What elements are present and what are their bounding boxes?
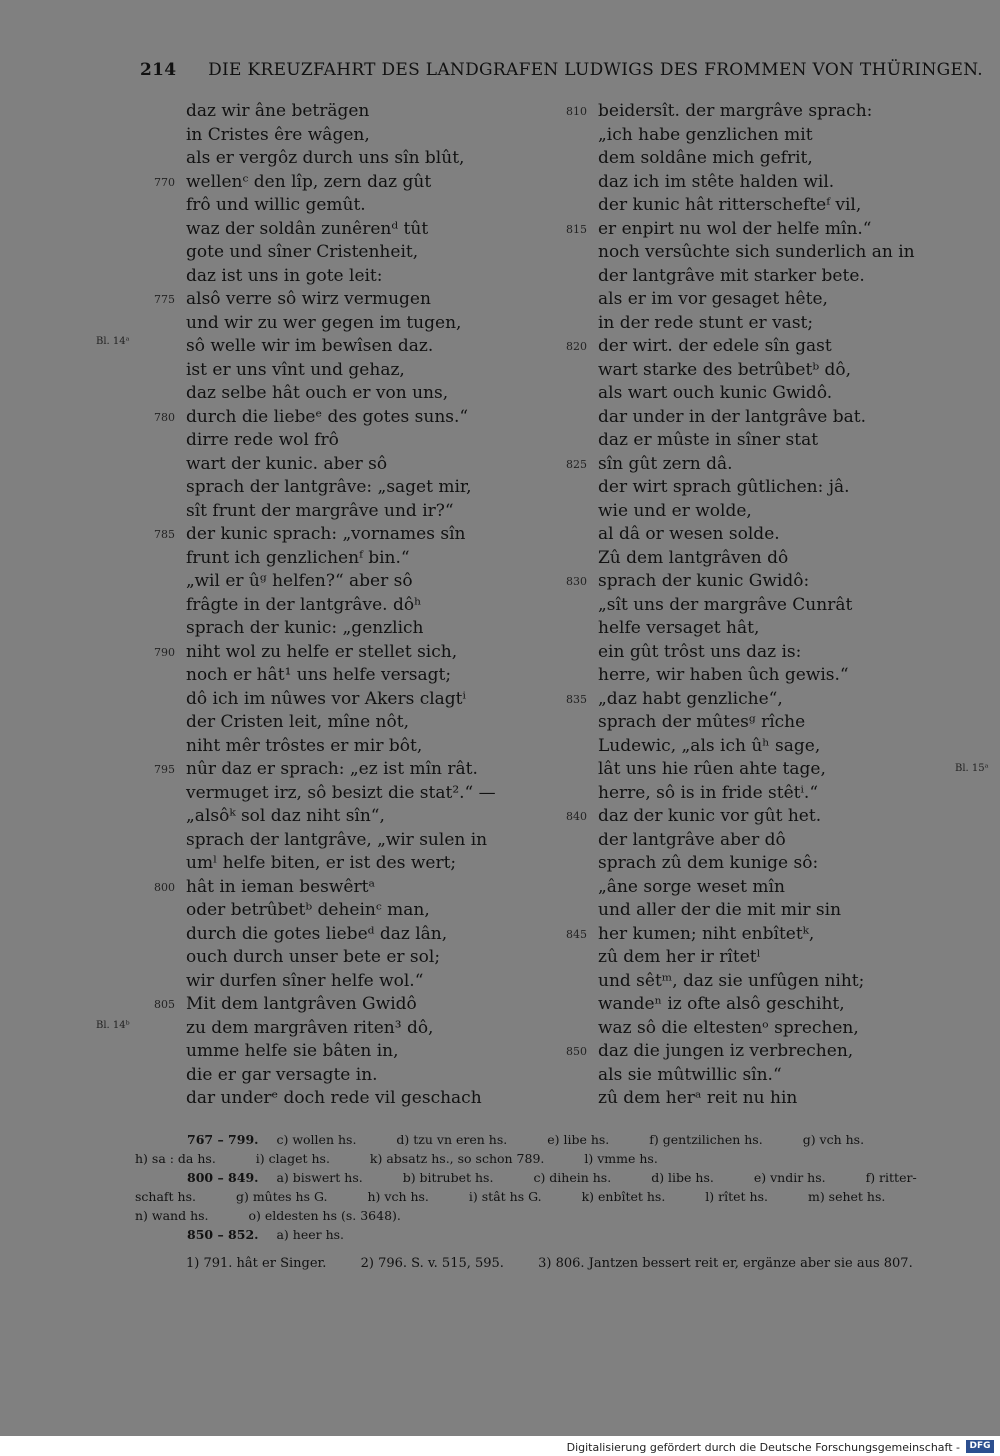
verse-line bbox=[186, 970, 546, 994]
running-header bbox=[140, 60, 983, 80]
verse-line bbox=[598, 312, 928, 336]
verse-line bbox=[186, 147, 546, 171]
verse-line bbox=[598, 500, 928, 524]
verse-text: zû dem herᵃ reit nu hin bbox=[598, 1088, 798, 1108]
verse-text: der Cristen leit, mîne nôt, bbox=[186, 712, 409, 732]
verse-text: daz die jungen iz verbrechen, bbox=[598, 1041, 854, 1061]
verse-line bbox=[186, 1017, 546, 1041]
verse-line bbox=[598, 547, 928, 571]
verse-line bbox=[598, 852, 928, 876]
verse-column-right bbox=[566, 100, 928, 1111]
verse-text: waz der soldân zunêrenᵈ tût bbox=[186, 218, 429, 239]
verse-line bbox=[598, 876, 928, 900]
verse-text: frunt ich genzlichenᶠ bin.“ bbox=[186, 547, 410, 568]
folio-note-left-2: Bl. 14ᵇ bbox=[96, 1020, 130, 1031]
verse-number: 805 bbox=[154, 998, 175, 1011]
verse-text: daz ich im stête halden wil. bbox=[598, 171, 835, 192]
verse-line bbox=[186, 852, 546, 876]
verse-text: der kunic hât ritterschefteᶠ vil, bbox=[598, 195, 862, 215]
editor-notes bbox=[186, 1256, 943, 1271]
verse-line bbox=[186, 476, 546, 500]
apparatus-entry: schaft hs. bbox=[135, 1189, 196, 1204]
verse-text: wart starke des betrûbetᵇ dô, bbox=[598, 359, 852, 380]
apparatus-entry: f) ritter- bbox=[865, 1170, 917, 1185]
verse-text: sît frunt der margrâve und ir?“ bbox=[186, 500, 454, 521]
verse-text: der wirt sprach gûtlichen: jâ. bbox=[598, 477, 850, 497]
verse-text: sîn gût zern dâ. bbox=[598, 453, 733, 474]
verse-line bbox=[154, 406, 546, 430]
verse-line bbox=[566, 218, 928, 242]
verse-line bbox=[598, 1017, 928, 1041]
apparatus-entry: f) gentzilichen hs. bbox=[649, 1132, 763, 1147]
editor-note: 2) 796. S. v. 515, 595. bbox=[360, 1256, 504, 1271]
verse-line bbox=[186, 547, 546, 571]
verse-text: beidersît. der margrâve sprach: bbox=[598, 101, 873, 121]
verse-number: 790 bbox=[154, 645, 175, 659]
verse-number: 795 bbox=[154, 763, 175, 776]
verse-line bbox=[154, 171, 546, 195]
apparatus-line bbox=[135, 1149, 950, 1168]
verse-number: 810 bbox=[566, 105, 587, 118]
verse-line bbox=[598, 288, 928, 312]
verse-line bbox=[598, 241, 928, 265]
verse-number: 820 bbox=[566, 340, 587, 353]
verse-text: herre, sô is in fride stêtⁱ.“ bbox=[598, 782, 819, 803]
verse-text: als sie mûtwillic sîn.“ bbox=[598, 1064, 782, 1085]
verse-text: als er vergôz durch uns sîn blût, bbox=[186, 148, 465, 168]
verse-line bbox=[186, 594, 546, 618]
apparatus-entry: c) dihein hs. bbox=[533, 1170, 612, 1185]
verse-line bbox=[186, 923, 546, 947]
apparatus-line bbox=[135, 1187, 950, 1206]
verse-line bbox=[566, 1040, 928, 1064]
verse-text: umˡ helfe biten, er ist des wert; bbox=[186, 853, 457, 873]
verse-text: dar underᵉ doch rede vil geschach bbox=[186, 1088, 482, 1108]
apparatus-entry: n) wand hs. bbox=[135, 1208, 209, 1223]
verse-line bbox=[186, 194, 546, 218]
apparatus-range: 800 – 849. bbox=[187, 1170, 259, 1185]
apparatus-entry: b) bitrubet hs. bbox=[402, 1170, 494, 1185]
apparatus-entry: k) absatz hs., so schon 789. bbox=[369, 1151, 545, 1166]
verse-text: alsô verre sô wirz vermugen bbox=[186, 289, 431, 309]
verse-line bbox=[598, 970, 928, 994]
verse-text: sprach der lantgrâve: „saget mir, bbox=[186, 477, 472, 497]
verse-text: und wir zu wer gegen im tugen, bbox=[186, 312, 462, 333]
verse-text: und sêtᵐ, daz sie unfûgen niht; bbox=[598, 970, 865, 991]
verse-line bbox=[598, 993, 928, 1017]
apparatus-range: 767 – 799. bbox=[187, 1132, 259, 1147]
verse-line bbox=[186, 782, 546, 806]
verse-line bbox=[566, 688, 928, 712]
verse-line bbox=[566, 923, 928, 947]
apparatus-line bbox=[135, 1130, 950, 1149]
verse-line bbox=[186, 312, 546, 336]
verse-text: hât in ieman beswêrtᵃ bbox=[186, 876, 376, 897]
apparatus-entry: h) vch hs. bbox=[367, 1189, 429, 1204]
verse-line bbox=[598, 758, 928, 782]
verse-text: sô welle wir im bewîsen daz. bbox=[186, 336, 434, 356]
verse-text: durch die gotes liebeᵈ daz lân, bbox=[186, 923, 448, 944]
verse-number: 770 bbox=[154, 175, 175, 189]
apparatus-entry: g) vch hs. bbox=[802, 1132, 865, 1147]
verse-line bbox=[598, 641, 928, 665]
apparatus-entry: o) eldesten hs (s. 3648). bbox=[248, 1208, 401, 1223]
apparatus-entry: g) mûtes hs G. bbox=[235, 1189, 328, 1204]
verse-text: als wart ouch kunic Gwidô. bbox=[598, 383, 833, 403]
verse-text: al dâ or wesen solde. bbox=[598, 524, 780, 544]
verse-number: 775 bbox=[154, 293, 175, 306]
verse-line bbox=[598, 735, 928, 759]
verse-line bbox=[598, 899, 928, 923]
verse-text: oder betrûbetᵇ deheinᶜ man, bbox=[186, 900, 430, 920]
verse-text: zu dem margrâven riten³ dô, bbox=[186, 1017, 434, 1038]
verse-text: daz wir âne beträgen bbox=[186, 101, 370, 121]
verse-line bbox=[566, 335, 928, 359]
verse-text: als er im vor gesaget hête, bbox=[598, 289, 828, 309]
verse-text: wandeⁿ iz ofte alsô geschiht, bbox=[598, 994, 845, 1014]
verse-number: 835 bbox=[566, 692, 587, 706]
verse-text: dar under in der lantgrâve bat. bbox=[598, 406, 866, 427]
verse-line bbox=[186, 100, 546, 124]
verse-text: niht wol zu helfe er stellet sich, bbox=[186, 641, 458, 662]
verse-text: her kumen; niht enbîtetᵏ, bbox=[598, 923, 815, 944]
verse-number: 785 bbox=[154, 528, 175, 541]
apparatus-entry: i) stât hs G. bbox=[468, 1189, 542, 1204]
verse-text: sprach der mûtesᵍ rîche bbox=[598, 712, 806, 732]
verse-line bbox=[186, 1064, 546, 1088]
verse-text: zû dem her ir rîtetˡ bbox=[598, 947, 761, 967]
verse-line bbox=[186, 241, 546, 265]
verse-text: niht mêr trôstes er mir bôt, bbox=[186, 735, 423, 756]
verse-line bbox=[598, 194, 928, 218]
verse-text: noch er hât¹ uns helfe versagt; bbox=[186, 665, 452, 685]
verse-text: noch versûchte sich sunderlich an in bbox=[598, 242, 915, 262]
apparatus-entry: k) enbîtet hs. bbox=[581, 1189, 666, 1204]
verse-number: 845 bbox=[566, 927, 587, 941]
verse-line bbox=[598, 1064, 928, 1088]
verse-line bbox=[566, 570, 928, 594]
verse-text: nûr daz er sprach: „ez ist mîn rât. bbox=[186, 759, 478, 779]
apparatus-entry: c) wollen hs. bbox=[276, 1132, 357, 1147]
verse-text: „ich habe genzlichen mit bbox=[598, 124, 813, 145]
apparatus-entry: l) vmme hs. bbox=[584, 1151, 658, 1166]
verse-text: „sît uns der margrâve Cunrât bbox=[598, 594, 853, 615]
verse-line bbox=[186, 617, 546, 641]
running-title: DIE KREUZFAHRT DES LANDGRAFEN LUDWIGS DES FROMMEN VON THÜRINGEN. bbox=[208, 60, 983, 80]
verse-line bbox=[186, 429, 546, 453]
verse-line bbox=[154, 641, 546, 665]
verse-text: der lantgrâve aber dô bbox=[598, 829, 786, 850]
verse-text: wir durfen sîner helfe wol.“ bbox=[186, 970, 424, 991]
verse-text: der wirt. der edele sîn gast bbox=[598, 336, 832, 356]
verse-line bbox=[186, 805, 546, 829]
verse-number: 800 bbox=[154, 880, 175, 894]
verse-line bbox=[186, 664, 546, 688]
page-number: 214 bbox=[140, 60, 177, 80]
verse-number: 780 bbox=[154, 410, 175, 424]
verse-line bbox=[186, 899, 546, 923]
verse-text: ist er uns vînt und gehaz, bbox=[186, 359, 405, 380]
dfg-logo: DFG bbox=[966, 1440, 994, 1453]
verse-line bbox=[566, 805, 928, 829]
verse-line bbox=[186, 453, 546, 477]
verse-text: dem soldâne mich gefrit, bbox=[598, 148, 813, 168]
verse-text: der kunic sprach: „vornames sîn bbox=[186, 524, 466, 544]
verse-number: 815 bbox=[566, 222, 587, 236]
verse-text: er enpirt nu wol der helfe mîn.“ bbox=[598, 218, 872, 239]
verse-text: Zû dem lantgrâven dô bbox=[598, 547, 789, 568]
verse-line bbox=[154, 758, 546, 782]
verse-line bbox=[154, 876, 546, 900]
apparatus-entry: e) vndir hs. bbox=[753, 1170, 826, 1185]
verse-line bbox=[186, 500, 546, 524]
verse-line bbox=[598, 946, 928, 970]
verse-text: „âne sorge weset mîn bbox=[598, 876, 785, 897]
verse-text: frô und willic gemût. bbox=[186, 195, 366, 215]
verse-line bbox=[566, 453, 928, 477]
verse-text: gote und sîner Cristenheit, bbox=[186, 242, 419, 262]
apparatus-line bbox=[135, 1206, 950, 1225]
verse-text: in Cristes êre wâgen, bbox=[186, 124, 370, 145]
verse-text: Ludewic, „als ich ûʰ sage, bbox=[598, 735, 821, 756]
verse-text: helfe versaget hât, bbox=[598, 618, 760, 638]
verse-line bbox=[598, 782, 928, 806]
verse-line bbox=[186, 946, 546, 970]
apparatus-entry: l) rîtet hs. bbox=[705, 1189, 768, 1204]
verse-line bbox=[186, 218, 546, 242]
verse-text: der lantgrâve mit starker bete. bbox=[598, 265, 865, 286]
verse-text: daz er mûste in sîner stat bbox=[598, 430, 819, 450]
verse-line bbox=[154, 993, 546, 1017]
apparatus-range: 850 – 852. bbox=[187, 1227, 259, 1242]
apparatus-line bbox=[135, 1225, 950, 1244]
apparatus-entry: d) libe hs. bbox=[651, 1170, 714, 1185]
verse-text: ein gût trôst uns daz is: bbox=[598, 641, 802, 662]
verse-line bbox=[154, 523, 546, 547]
verse-number: 840 bbox=[566, 810, 587, 823]
verse-text: dirre rede wol frô bbox=[186, 430, 339, 450]
verse-line bbox=[598, 382, 928, 406]
verse-line bbox=[598, 171, 928, 195]
verse-text: umme helfe sie bâten in, bbox=[186, 1041, 399, 1061]
verse-line bbox=[598, 265, 928, 289]
verse-text: herre, wir haben ûch gewis.“ bbox=[598, 665, 849, 685]
verse-number: 850 bbox=[566, 1045, 587, 1058]
verse-text: sprach der kunic Gwidô: bbox=[598, 571, 810, 591]
verse-number: 825 bbox=[566, 457, 587, 471]
verse-text: waz sô die eltestenᵒ sprechen, bbox=[598, 1017, 859, 1038]
verse-text: sprach der lantgrâve, „wir sulen in bbox=[186, 829, 488, 850]
apparatus-entry: h) sa : da hs. bbox=[135, 1151, 216, 1166]
editor-note: 1) 791. hât er Singer. bbox=[186, 1256, 327, 1271]
verse-line bbox=[598, 523, 928, 547]
folio-note-left-1: Bl. 14ᵃ bbox=[96, 336, 130, 347]
critical-apparatus bbox=[135, 1130, 950, 1244]
verse-text: Mit dem lantgrâven Gwidô bbox=[186, 994, 417, 1014]
verse-text: die er gar versagte in. bbox=[186, 1064, 378, 1085]
verse-line bbox=[598, 476, 928, 500]
verse-text: durch die liebeᵉ des gotes suns.“ bbox=[186, 406, 469, 427]
verse-line bbox=[186, 570, 546, 594]
verse-line bbox=[186, 1087, 546, 1111]
apparatus-entry: a) biswert hs. bbox=[276, 1170, 363, 1185]
verse-text: lât uns hie rûen ahte tage, bbox=[598, 759, 826, 779]
verse-line bbox=[186, 711, 546, 735]
verse-text: „daz habt genzliche“, bbox=[598, 688, 783, 709]
verse-text: daz selbe hât ouch er von uns, bbox=[186, 383, 449, 403]
verse-line bbox=[186, 359, 546, 383]
verse-text: in der rede stunt er vast; bbox=[598, 312, 814, 333]
verse-line bbox=[186, 1040, 546, 1064]
verse-text: dô ich im nûwes vor Akers clagtⁱ bbox=[186, 688, 466, 709]
apparatus-line bbox=[135, 1168, 950, 1187]
apparatus-entry: a) heer hs. bbox=[276, 1227, 345, 1242]
verse-line bbox=[186, 688, 546, 712]
apparatus-entry: m) sehet hs. bbox=[807, 1189, 886, 1204]
verse-text: und aller der die mit mir sin bbox=[598, 900, 842, 920]
verse-line bbox=[598, 406, 928, 430]
folio-note-right-1: Bl. 15ᵃ bbox=[955, 763, 989, 774]
apparatus-entry: e) libe hs. bbox=[547, 1132, 610, 1147]
verse-text: „wil er ûᵍ helfen?“ aber sô bbox=[186, 571, 413, 591]
verse-text: wart der kunic. aber sô bbox=[186, 453, 388, 474]
verse-line bbox=[598, 711, 928, 735]
verse-text: sprach zû dem kunige sô: bbox=[598, 853, 819, 873]
verse-line bbox=[598, 147, 928, 171]
funding-credit: Digitalisierung gefördert durch die Deutsche Forschungsgemeinschaft - bbox=[566, 1441, 960, 1454]
verse-text: daz ist uns in gote leit: bbox=[186, 265, 383, 286]
verse-line bbox=[186, 382, 546, 406]
verse-text: wellenᶜ den lîp, zern daz gût bbox=[186, 171, 432, 192]
verse-line bbox=[598, 429, 928, 453]
verse-line bbox=[598, 594, 928, 618]
verse-text: sprach der kunic: „genzlich bbox=[186, 618, 424, 638]
verse-line bbox=[598, 1087, 928, 1111]
verse-column-left bbox=[154, 100, 546, 1111]
verse-line bbox=[154, 288, 546, 312]
apparatus-entry: i) claget hs. bbox=[255, 1151, 330, 1166]
editor-note: 3) 806. Jantzen bessert reit er, ergänze aber sie aus 807. bbox=[538, 1256, 913, 1271]
verse-line bbox=[598, 359, 928, 383]
verse-text: „alsôᵏ sol daz niht sîn“, bbox=[186, 806, 385, 826]
verse-text: daz der kunic vor gût het. bbox=[598, 806, 822, 826]
verse-text: frâgte in der lantgrâve. dôʰ bbox=[186, 594, 422, 615]
verse-line bbox=[598, 617, 928, 641]
verse-line bbox=[186, 829, 546, 853]
verse-text: wie und er wolde, bbox=[598, 500, 752, 521]
verse-line bbox=[186, 735, 546, 759]
verse-line bbox=[598, 124, 928, 148]
verse-line bbox=[598, 664, 928, 688]
verse-line bbox=[598, 829, 928, 853]
verse-line bbox=[566, 100, 928, 124]
verse-text: vermuget irz, sô besizt die stat².“ — bbox=[186, 782, 496, 803]
verse-line bbox=[186, 335, 546, 359]
apparatus-entry: d) tzu vn eren hs. bbox=[396, 1132, 508, 1147]
verse-number: 830 bbox=[566, 575, 587, 588]
verse-text: ouch durch unser bete er sol; bbox=[186, 947, 441, 967]
verse-line bbox=[186, 265, 546, 289]
verse-line bbox=[186, 124, 546, 148]
